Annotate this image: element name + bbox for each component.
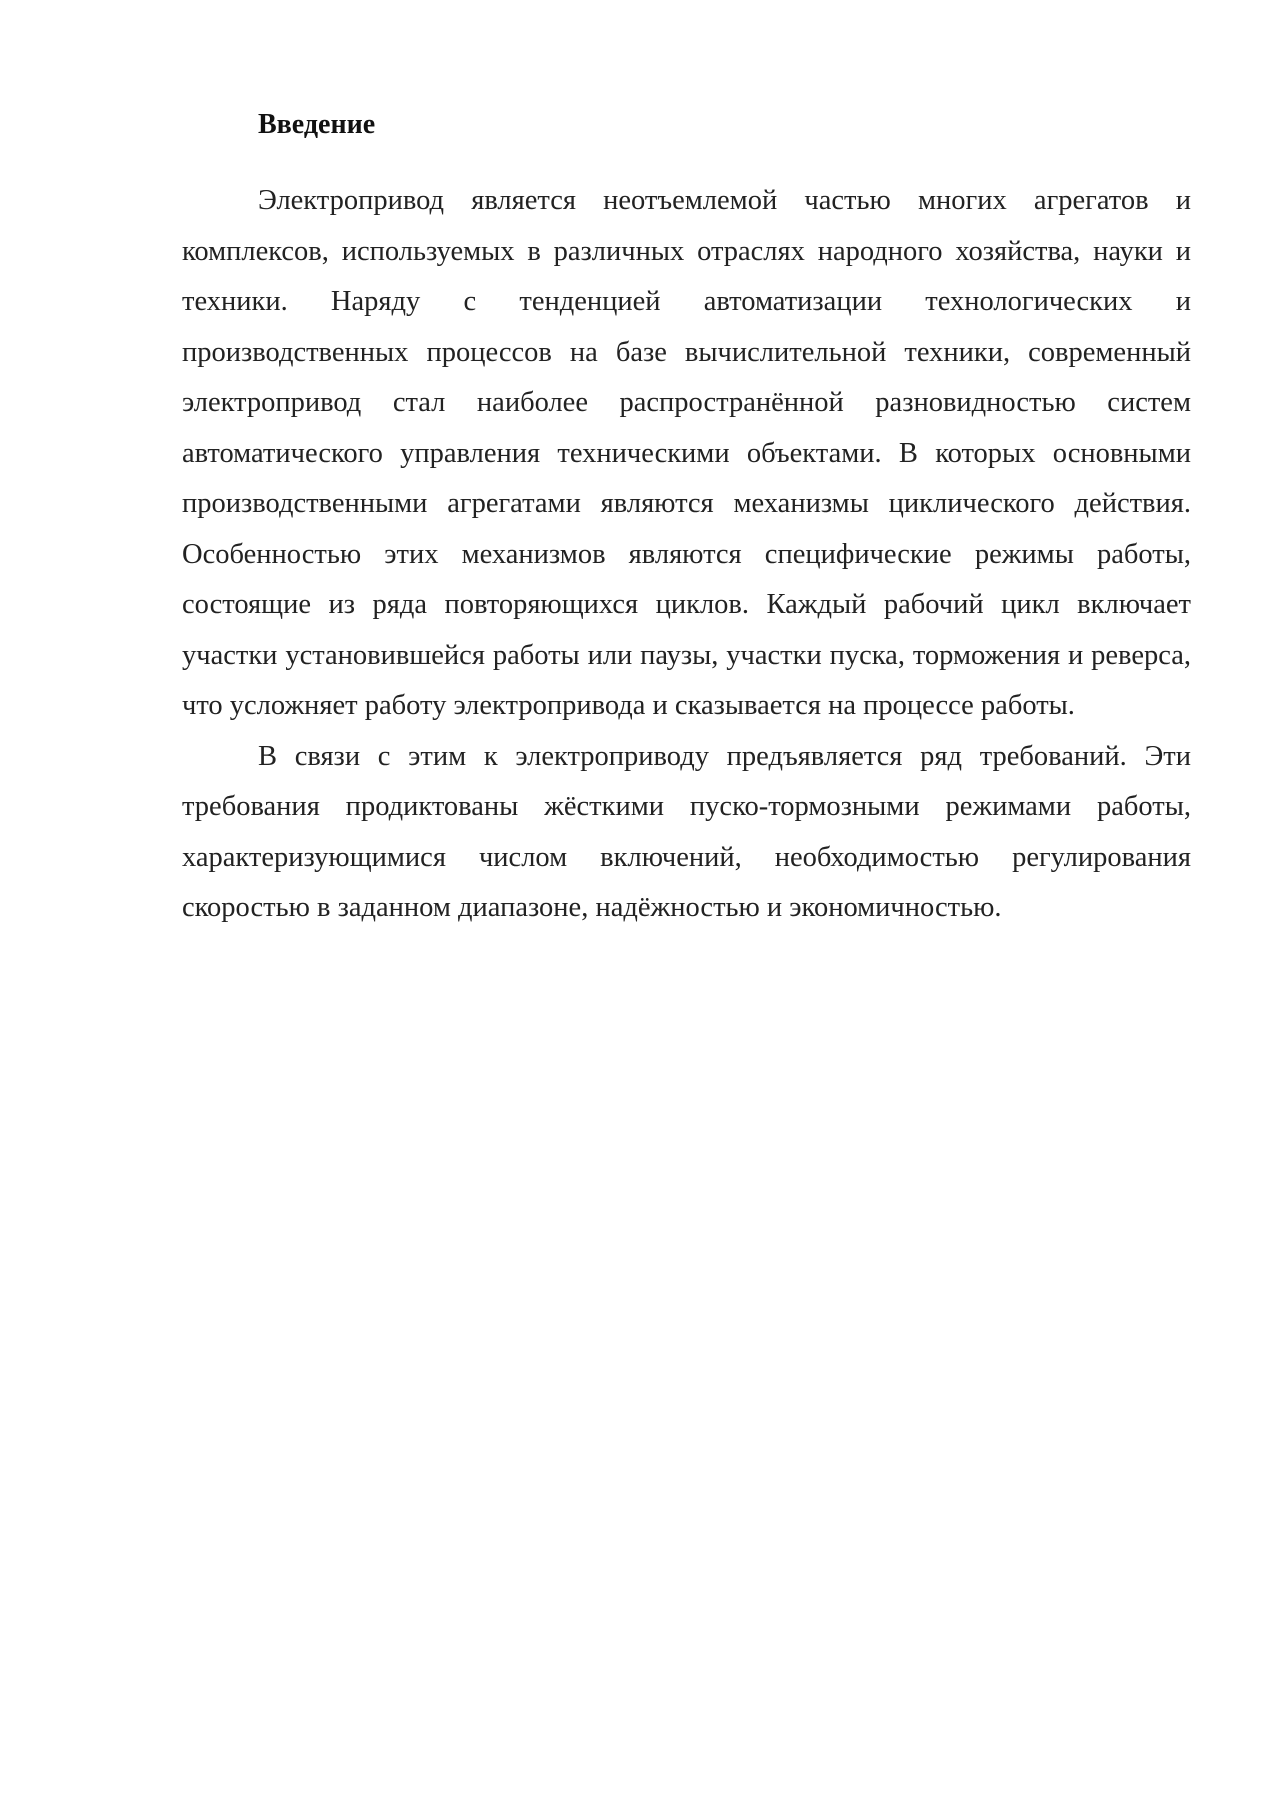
section-heading: Введение	[258, 109, 376, 140]
paragraph-requirements: В связи с этим к электроприводу предъявляется ряд требований. Эти требования продиктованы жёсткими пуско-тормозными режимами работы, характеризующимися числом включений, необходимостью регулирования скоростью в заданном диапазоне, надёжностью и экономичностью.	[182, 740, 1191, 923]
paragraph-intro: Электропривод является неотъемлемой частью многих агрегатов и комплексов, используемых в различных отраслях народного хозяйства, науки и техники. Наряду с тенденцией автоматизации технологических и производственных процессов на базе вычислительной техники, современный электропривод стал наиболее распространённой разновидностью систем автоматического управления техническими объектами. В которых основными производственными агрегатами являются механизмы циклического действия. Особенностью этих механизмов являются специфические режимы работы, состоящие из ряда повторяющихся циклов. Каждый рабочий цикл включает участки установившейся работы или паузы, участки пуска, торможения и реверса, что усложняет работу электропривода и сказывается на процессе работы.	[182, 185, 1191, 721]
document-body	[182, 100, 1191, 934]
